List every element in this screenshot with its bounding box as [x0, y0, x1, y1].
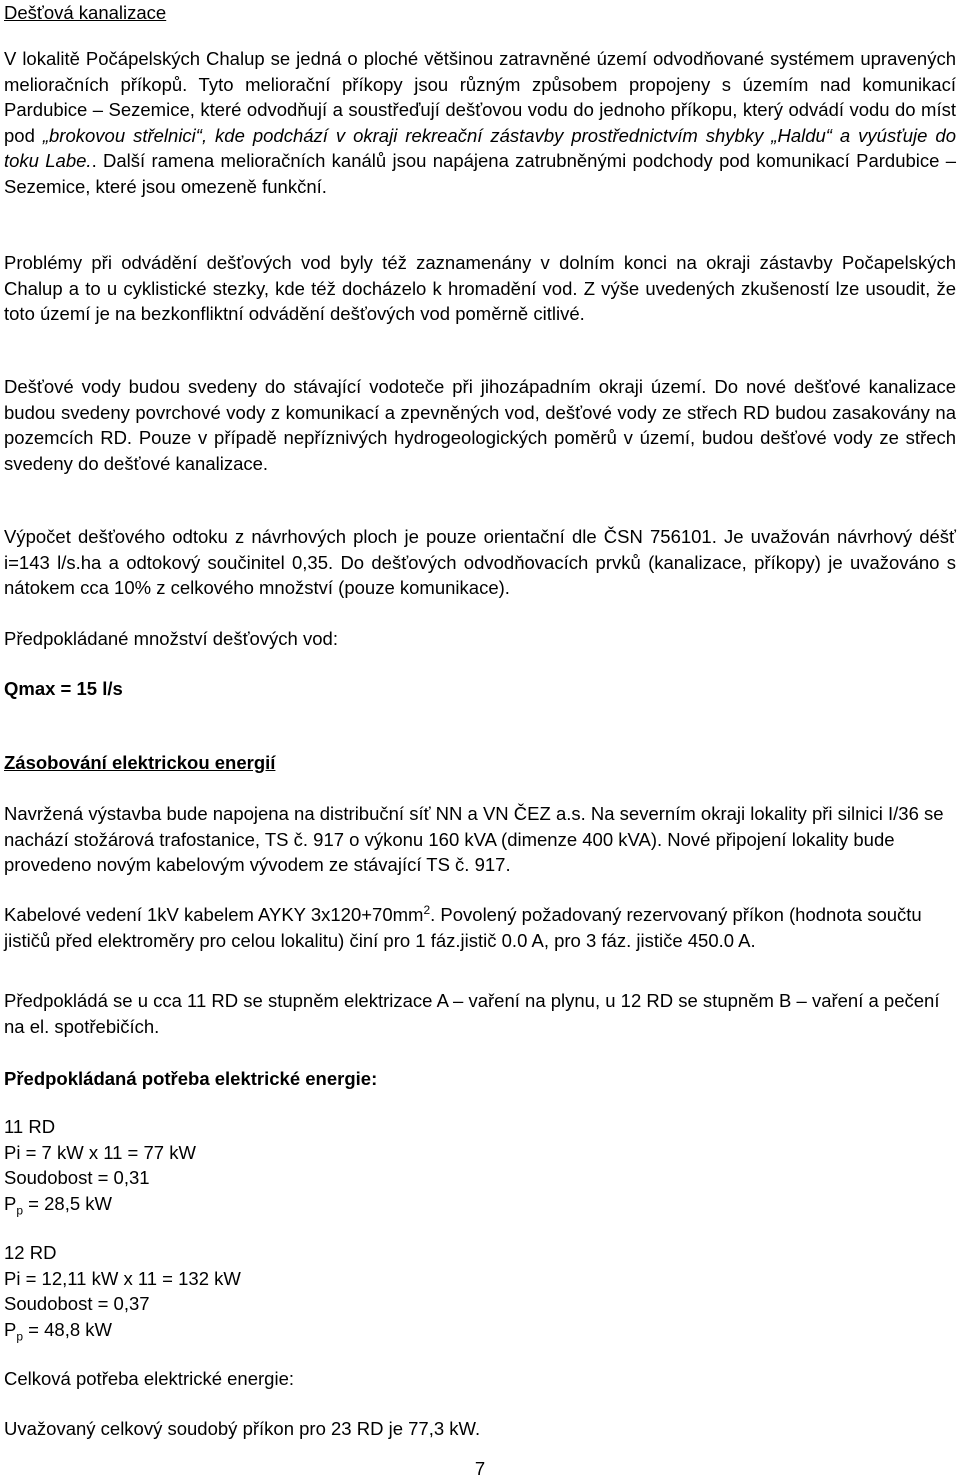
group-label: 12 RD — [4, 1242, 57, 1263]
paragraph-drainage-description — [4, 46, 956, 199]
installed-power: Pi = 7 kW x 11 = 77 kW — [4, 1141, 196, 1163]
paragraph-text: . Další ramena melioračních kanálů jsou napájena zatrubněnými podchody pod komunikací Pardubice – Sezemice, které jsou omezeně funkční. — [4, 150, 957, 197]
group-label: 11 RD — [4, 1116, 56, 1137]
heading-expected-demand: Předpokládaná potřeba elektrické energie: — [4, 1068, 378, 1089]
paragraph-text: V lokalitě Počápelských Chalup se jedná o ploché většinou zatravněné území odvodňované systémem upravených melioračních příkopů. Tyto meliorační příkopy jsou různým způsobem propojeny s územím nad komunikací Pardubice – Sezemice, které odvodňují a soustřeďují dešťovou vodu do jednoho příkopu, který odvádí vodu do míst pod — [4, 48, 956, 146]
paragraph-expected-volume: Předpokládané množství dešťových vod: — [4, 628, 338, 649]
total-demand-value: Uvažovaný celkový soudobý příkon pro 23 RD je 77,3 kW. — [4, 1418, 481, 1439]
value: = 28,5 kW — [23, 1192, 112, 1214]
paragraph-italic-text: „brokovou střelnici“, kde podchází v okraji rekreační zástavby prostřednictvím shybky „Haldu“ a vyúsťuje do toku Labe. — [4, 124, 956, 171]
group-11-rd — [4, 1114, 956, 1216]
paragraph-runoff-calculation: Výpočet dešťového odtoku z návrhových ploch je pouze orientační dle ČSN 756101. Je uvažován návrhový déšť i=143 l/s.ha a odtokový součinitel 0,35. Do dešťových odvodňovacích prvků (kanalizace, příkopy) je uvažováno s nátokem cca 10% z celkového množství (pouze komunikace). — [4, 526, 956, 598]
heading-zasobovani-energii: Zásobování elektrickou energií — [4, 752, 276, 773]
paragraph-grid-connection: Navržená výstavba bude napojena na distribuční síť NN a VN ČEZ a.s. Na severním okraji lokality při silnici I/36 se nachází stožárová trafostanice, TS č. 917 o výkonu 160 kVA (dimenze 400 kVA). Nové připojení lokality bude provedeno novým kabelovým vývodem ze stávající TS č. 917. — [4, 803, 944, 875]
symbol: P — [4, 1318, 17, 1340]
subscript: p — [16, 1203, 24, 1218]
superscript: 2 — [423, 902, 431, 917]
paragraph-rainwater-routing: Dešťové vody budou svedeny do stávající vodoteče při jihozápadním okraji území. Do nové dešťové kanalizace budou svedeny povrchové vody z komunikací a zpevněných vod, dešťové vody ze střech RD budou zasakovány na pozemcích RD. Pouze v případě nepříznivých hydrogeologických poměrů v území, budou dešťové vody ze střech svedeny do dešťové kanalizace. — [4, 376, 956, 474]
calculated-power — [4, 1191, 956, 1217]
symbol: P — [4, 1192, 17, 1214]
paragraph-cable — [4, 902, 956, 953]
paragraph-electrification-levels: Předpokládá se u cca 11 RD se stupněm elektrizace A – vaření na plynu, u 12 RD se stupněm B – vaření a pečení na el. spotřebičích. — [4, 990, 940, 1037]
simultaneity: Soudobost = 0,37 — [4, 1293, 150, 1314]
total-demand-label: Celková potřeba elektrické energie: — [4, 1368, 294, 1389]
calculated-power — [4, 1317, 956, 1343]
page-number: 7 — [474, 1458, 486, 1479]
paragraph-text: . Povolený požadovaný rezervovaný příkon (hodnota součtu jističů před elektroměry pro celou lokalitu) činí pro 1 fáz.jistič 0.0 A, pro 3 fáz. jističe 450.0 A. — [4, 904, 922, 951]
installed-power: Pi = 12,11 kW x 11 = 132 kW — [4, 1267, 241, 1289]
simultaneity: Soudobost = 0,31 — [4, 1167, 150, 1188]
value: = 48,8 kW — [23, 1318, 112, 1340]
paragraph-problems: Problémy při odvádění dešťových vod byly též zaznamenány v dolním konci na okraji zástavby Počapelských Chalup a to u cyklistické stezky, kde též docházelo k hromadění vod. Z výše uvedených zkušeností lze usoudit, že toto území je na bezkonfliktní odvádění dešťových vod poměrně citlivé. — [4, 252, 956, 324]
heading-destova-kanalizace: Dešťová kanalizace — [4, 2, 167, 23]
group-12-rd — [4, 1240, 956, 1342]
paragraph-text: Kabelové vedení 1kV kabelem AYKY 3x120+70mm — [4, 904, 424, 925]
subscript: p — [16, 1329, 24, 1344]
qmax-value: Qmax = 15 l/s — [4, 678, 123, 699]
